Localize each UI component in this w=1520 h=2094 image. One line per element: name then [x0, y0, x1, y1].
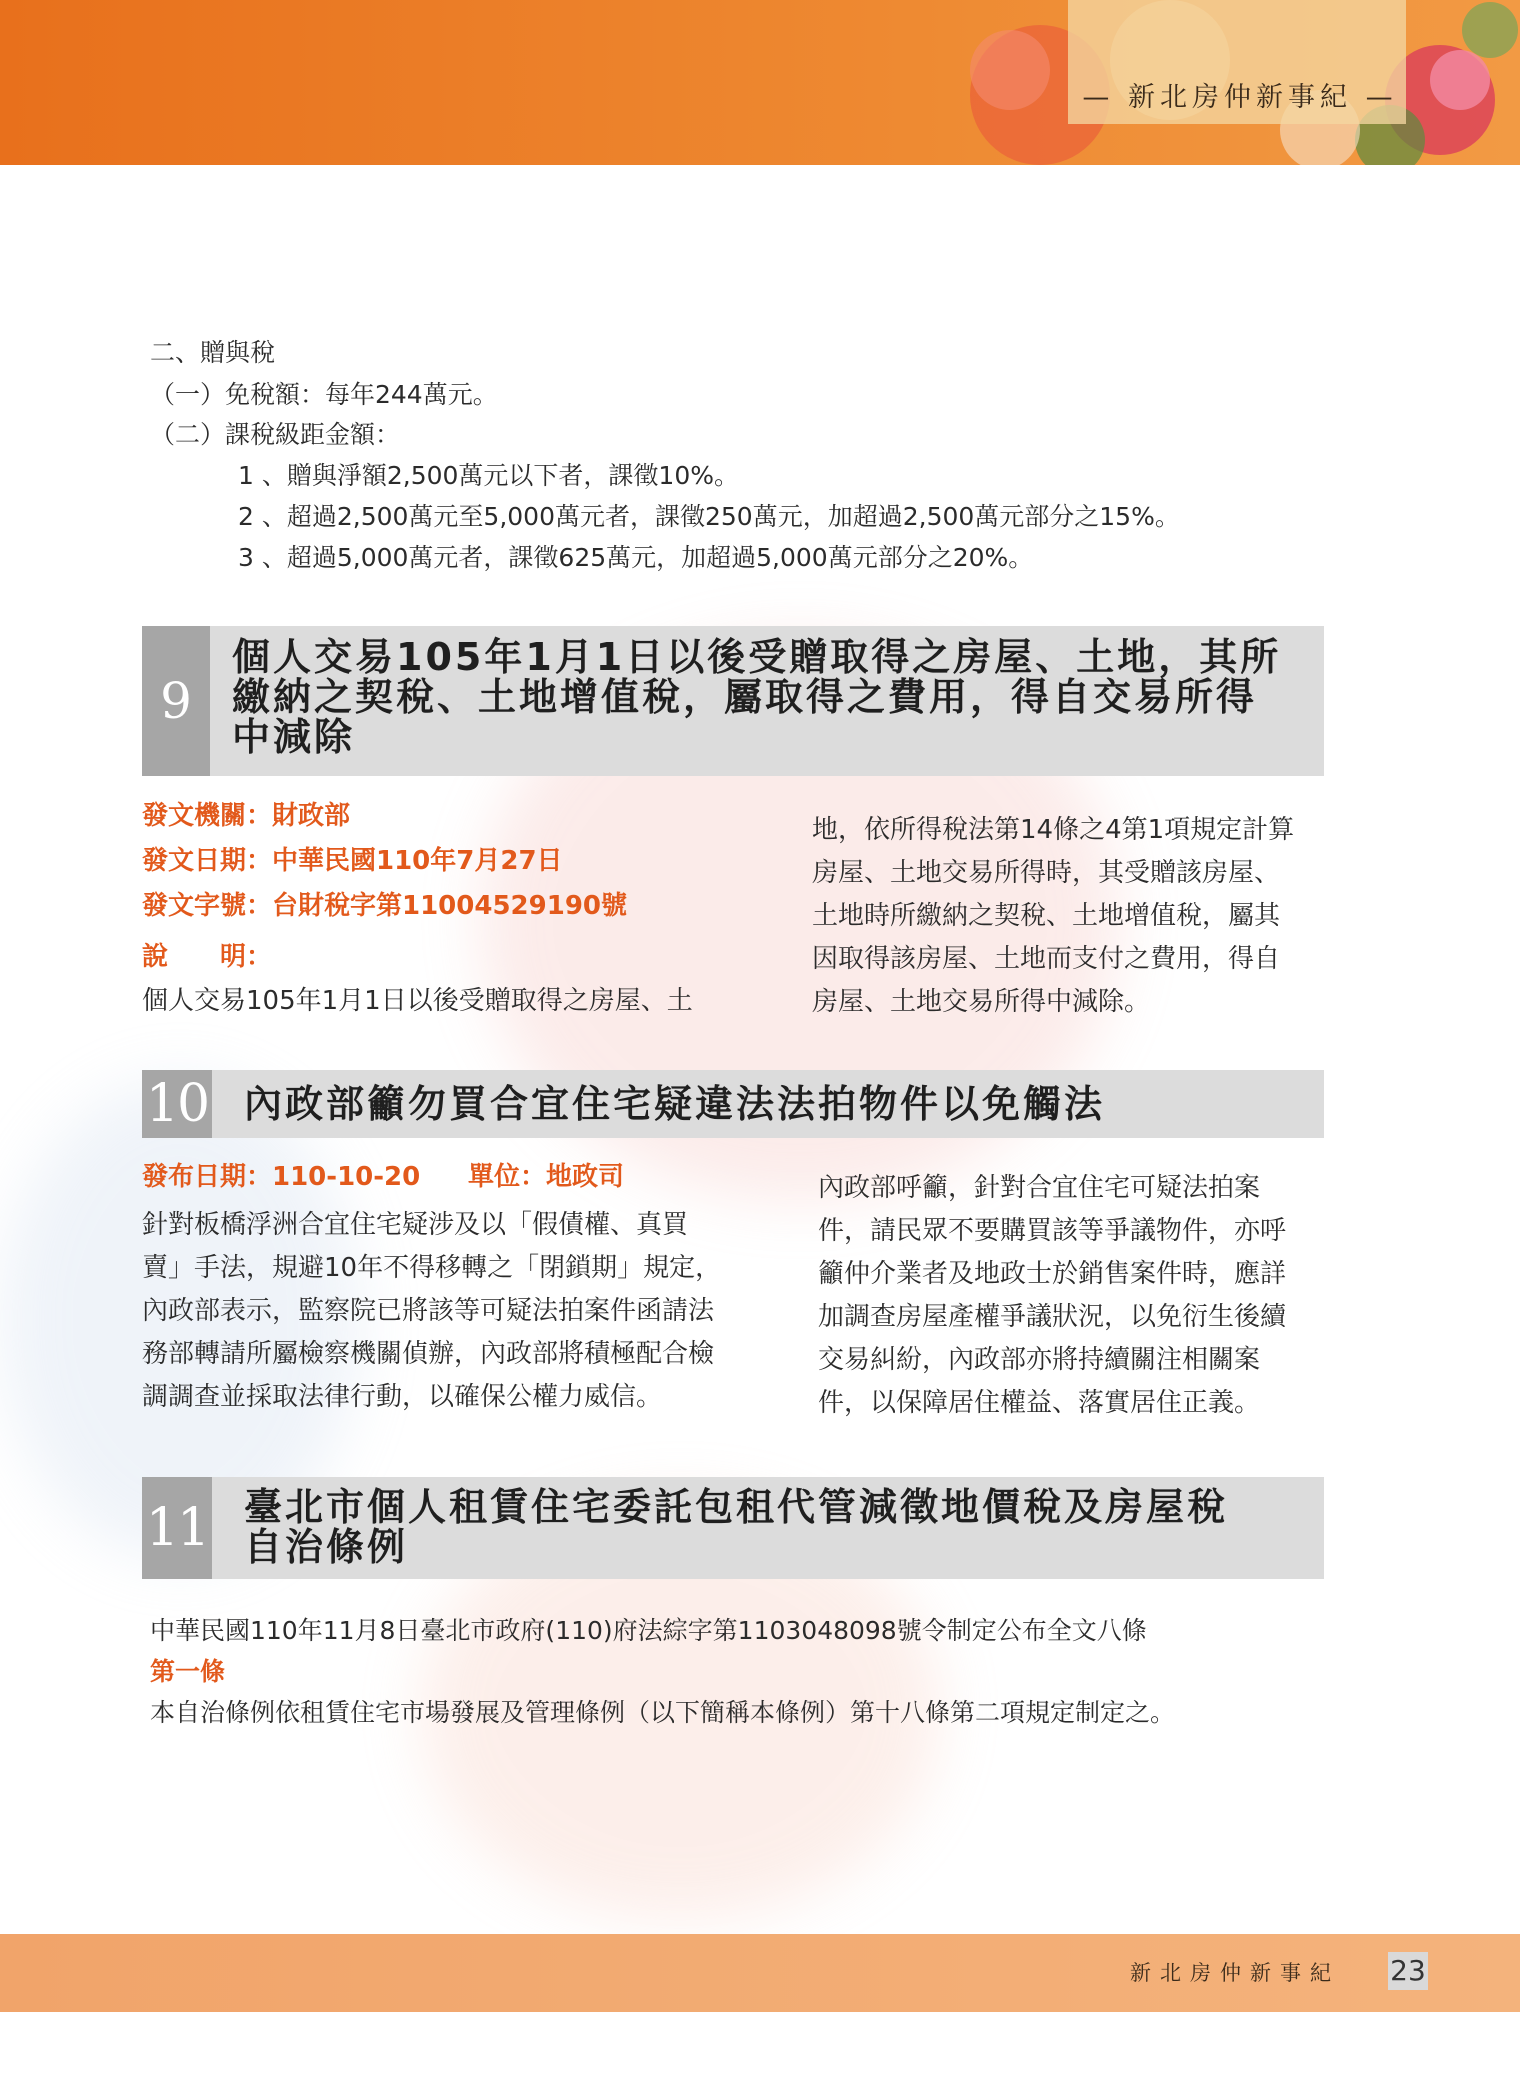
explanation-label: 說 明： [142, 942, 273, 972]
section-9-right-text: 地，依所得稅法第14條之4第1項規定計算 房屋、土地交易所得時，其受贈該房屋、 土地時所繳納之契稅、土地增值稅，屬其 因取得該房屋、土地而支付之費用，得自 房屋、土地交易所得中減除。 [812, 815, 1295, 1017]
release-date: 發布日期：110-10-20 [142, 1162, 421, 1192]
article-text: 本自治條例依租賃住宅市場發展及管理條例（以下簡稱本條例）第十八條第二項規定制定之。 [150, 1698, 1176, 1727]
issue-date: 發文日期：中華民國110年7月27日 [142, 846, 563, 876]
document-number: 發文字號：台財稅字第11004529190號 [142, 891, 627, 921]
gift-tax-brackets-title: （二）課稅級距金額： [150, 420, 401, 449]
section-11-header [142, 1477, 1324, 1579]
section-number: 10 [142, 1070, 212, 1138]
gift-tax-bracket-3: 3 、超過5,000萬元者，課徵625萬元，加超過5,000萬元部分之20%。 [238, 543, 1034, 572]
gift-tax-heading: 二、贈與稅 [150, 338, 276, 367]
issuing-unit: 單位：地政司 [468, 1162, 625, 1192]
section-10-left-text: 針對板橋浮洲合宜住宅疑涉及以「假債權、真買 賣」手法，規避10年不得移轉之「閉鎖期」規定， 內政部表示，監察院已將該等可疑法拍案件函請法 務部轉請所屬檢察機關偵辦，內政部將積極配合檢 調調查並採取法律行動，以確保公權力威信。 [142, 1210, 722, 1412]
section-title: 內政部籲勿買合宜住宅疑違法法拍物件以免觸法 [244, 1082, 1106, 1126]
section-10-right-text: 內政部呼籲，針對合宜住宅可疑法拍案 件，請民眾不要購買該等爭議物件，亦呼 籲仲介業者及地政士於銷售案件時，應詳 加調查房屋產權爭議狀況，以免衍生後續 交易糾紛，內政部亦將持續關注相關案 件，以保障居住權益、落實居住正義。 [818, 1173, 1287, 1418]
article-label: 第一條 [150, 1657, 226, 1686]
decree-text: 中華民國110年11月8日臺北市政府(110)府法綜字第1103048098號令制定公布全文八條 [150, 1616, 1147, 1645]
gift-tax-bracket-1: 1 、贈與淨額2,500萬元以下者，課徵10%。 [238, 461, 739, 490]
section-title: 臺北市個人租賃住宅委託包租代管減徵地價稅及房屋稅 自治條例 [244, 1485, 1229, 1569]
section-number: 11 [142, 1477, 212, 1579]
section-9-left-text: 個人交易105年1月1日以後受贈取得之房屋、土 [142, 986, 693, 1016]
page-number: 23 [1388, 1952, 1428, 1990]
section-title: 個人交易105年1月1日以後受贈取得之房屋、土地，其所 繳納之契稅、土地增值稅，屬取得之費用，得自交易所得 中減除 [232, 635, 1282, 759]
header-title: — 新北房仲新事紀 — [1082, 82, 1398, 113]
section-9-header [142, 626, 1324, 776]
gift-tax-bracket-2: 2 、超過2,500萬元至5,000萬元者，課徵250萬元，加超過2,500萬元部分之15%。 [238, 502, 1180, 531]
gift-tax-exemption: （一）免稅額：每年244萬元。 [150, 380, 498, 409]
section-number: 9 [142, 626, 210, 776]
section-10-header [142, 1070, 1324, 1138]
issuing-agency: 發文機關：財政部 [142, 801, 351, 831]
footer-title: 新北房仲新事紀 [1130, 1961, 1340, 1985]
